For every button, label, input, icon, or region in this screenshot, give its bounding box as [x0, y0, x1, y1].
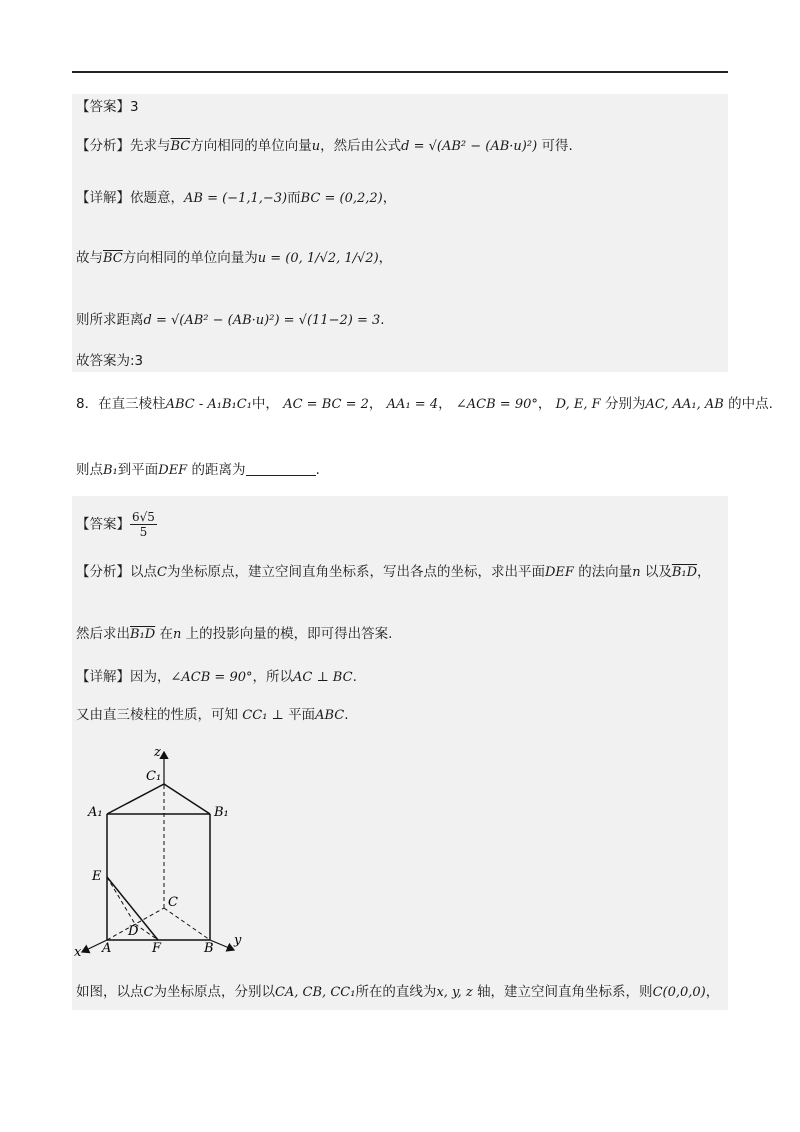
segments: AC, AA₁, AB [645, 397, 724, 412]
label-b1: B₁ [214, 805, 229, 820]
question-text: 则点 [76, 462, 103, 478]
vector-bc: $\overline{BC}$ [170, 139, 191, 154]
perpendicular-statement: AC ⊥ BC [292, 670, 353, 685]
analysis-label: 【分析】 [76, 564, 130, 580]
prev-analysis-line [76, 136, 573, 157]
plane-abc: ABC [315, 708, 345, 723]
label-d: D [128, 924, 139, 939]
answer-fraction [130, 510, 157, 539]
analysis-text: 然后求出 [76, 626, 130, 642]
detail-text: 则所求距离 [76, 312, 144, 328]
condition-ac-bc: AC = BC = 2 [283, 397, 369, 412]
question-text: 在直三棱柱 [98, 396, 166, 412]
condition-angle: ∠ACB = 90° [455, 397, 538, 412]
detail-text: 如图，以点 [76, 984, 144, 1000]
answer-label: 【答案】 [76, 99, 130, 115]
prev-detail-line [76, 188, 396, 209]
conclusion-text: 故答案为:3 [76, 353, 144, 369]
analysis-label: 【分析】 [76, 138, 130, 154]
plane-def: DEF [544, 565, 574, 580]
angle-acb: ∠ACB = 90° [170, 670, 253, 685]
plane-def: DEF [158, 463, 188, 478]
axes-xyz: x, y, z [436, 985, 473, 1000]
label-y: y [234, 933, 242, 948]
vector-u: u [311, 139, 321, 154]
detail-text: 所在的直线为 [355, 984, 437, 1000]
vector-ab-value: AB = (−1,1,−3) [184, 191, 288, 206]
question-number: 8． [76, 396, 99, 412]
label-x: x [74, 945, 82, 960]
origin-coords: C(0,0,0) [652, 985, 706, 1000]
punct: ， [382, 190, 397, 206]
answer-value: 3 [130, 99, 139, 115]
question-8-line2 [76, 460, 320, 481]
normal-vector-n: n [632, 565, 641, 580]
edge-c1b1 [164, 784, 210, 814]
answer-blank [246, 461, 316, 476]
vector-b1d: B₁D [130, 627, 156, 642]
header-rule [72, 71, 728, 73]
label-e: E [92, 869, 102, 884]
detail-text: 故与 [76, 250, 103, 266]
label-b: B [204, 941, 214, 956]
analysis-text: 先求与 [130, 138, 171, 154]
point-c: C [143, 985, 154, 1000]
unit-vector-formula: u = (0, 1/√2, 1/√2) [257, 251, 379, 266]
detail-label: 【详解】 [76, 669, 130, 685]
analysis-text: 在 [159, 626, 173, 642]
analysis-text: 方向相同的单位向量 [190, 138, 312, 154]
y-axis [210, 940, 234, 950]
prev-conclusion [76, 351, 143, 371]
solution-answer-line [76, 510, 157, 539]
question-text: 的距离为 [191, 462, 246, 478]
solution-analysis-line2 [76, 624, 392, 645]
detail-text: 又由直三棱柱的性质，可知 [76, 707, 238, 723]
punct: . [315, 462, 320, 478]
label-a: A [102, 941, 112, 956]
detail-text: 方向相同的单位向量为 [122, 250, 258, 266]
detail-text: 平面 [288, 707, 316, 723]
detail-text: 为坐标原点，分别以 [153, 984, 275, 1000]
analysis-text: 以及 [644, 564, 672, 580]
edge-cb-hidden [164, 908, 210, 940]
label-f: F [152, 941, 162, 956]
distance-formula: d = √(AB² − (AB·u)²) [401, 139, 538, 154]
detail-text: 轴，建立空间直角坐标系，则 [477, 984, 653, 1000]
detail-text: ，所以 [252, 669, 293, 685]
question-text: 中， [251, 396, 279, 412]
solution-detail-line [76, 667, 357, 688]
analysis-text: 的法向量 [578, 564, 633, 580]
prism-figure [72, 744, 244, 960]
fraction-denominator: 5 [139, 525, 148, 539]
analysis-text: ，然后由公式 [320, 138, 402, 154]
prism-diagram [72, 744, 244, 960]
question-text: 到平面 [117, 462, 159, 478]
punct: ， [705, 984, 720, 1000]
question-text: 的中点. [728, 396, 773, 412]
normal-vector-n: n [172, 627, 182, 642]
condition-aa1: AA₁ = 4 [386, 397, 439, 412]
analysis-text: 以点 [130, 564, 157, 580]
detail-text: 而 [287, 190, 301, 206]
prev-unit-line: 故与$\overline{BC}$方向相同的单位向量为u = (0, 1/√2, 1/√2)， [76, 250, 393, 266]
punct: . [352, 669, 357, 685]
vector-bc: $\overline{BC}$ [103, 251, 123, 266]
question-text: 分别为 [604, 396, 646, 412]
edge-a1c1 [107, 784, 164, 814]
prev-distance-line [76, 310, 385, 331]
question-8-line1: 8．在直三棱柱ABC - A₁B₁C₁中， AC = BC = 2， AA₁ = 4， ∠ACB = 90°， D, E, F 分别为AC, AA₁, AB 的中点. [76, 396, 773, 412]
label-a1: A₁ [88, 805, 103, 820]
solution-property-line [76, 705, 349, 726]
point-c: C [157, 565, 167, 580]
punct: ， [697, 564, 711, 580]
solution-coordinate-line [76, 982, 719, 1003]
detail-label: 【详解】 [76, 190, 130, 206]
label-z: z [154, 745, 161, 760]
point-b1: B₁ [103, 463, 118, 478]
segment-ed [107, 877, 135, 924]
cc1-perp: CC₁ ⊥ [242, 708, 284, 723]
prev-answer-line [76, 97, 139, 117]
analysis-text: 上的投影向量的模，即可得出答案. [185, 626, 393, 642]
detail-text: 依题意， [130, 190, 184, 206]
distance-result: d = √(AB² − (AB·u)²) = √(11−2) = 3 [143, 313, 381, 328]
vector-bc-value: BC = (0,2,2) [300, 191, 383, 206]
label-c: C [168, 895, 178, 910]
prism-name: ABC - A₁B₁C₁ [165, 397, 252, 412]
punct: . [380, 312, 385, 328]
analysis-text: 为坐标原点，建立空间直角坐标系，写出各点的坐标，求出平面 [166, 564, 545, 580]
solution-analysis-line1 [76, 562, 711, 583]
punct: . [344, 707, 349, 723]
points-def: D, E, F [555, 397, 601, 412]
vector-b1d: B₁D [671, 565, 698, 580]
axes-lines: CA, CB, CC₁ [274, 985, 356, 1000]
answer-label: 【答案】 [76, 516, 130, 533]
label-c1: C₁ [146, 769, 162, 784]
fraction-numerator: 6√5 [132, 510, 155, 524]
detail-text: 因为， [130, 669, 171, 685]
analysis-text: 可得. [541, 138, 573, 154]
